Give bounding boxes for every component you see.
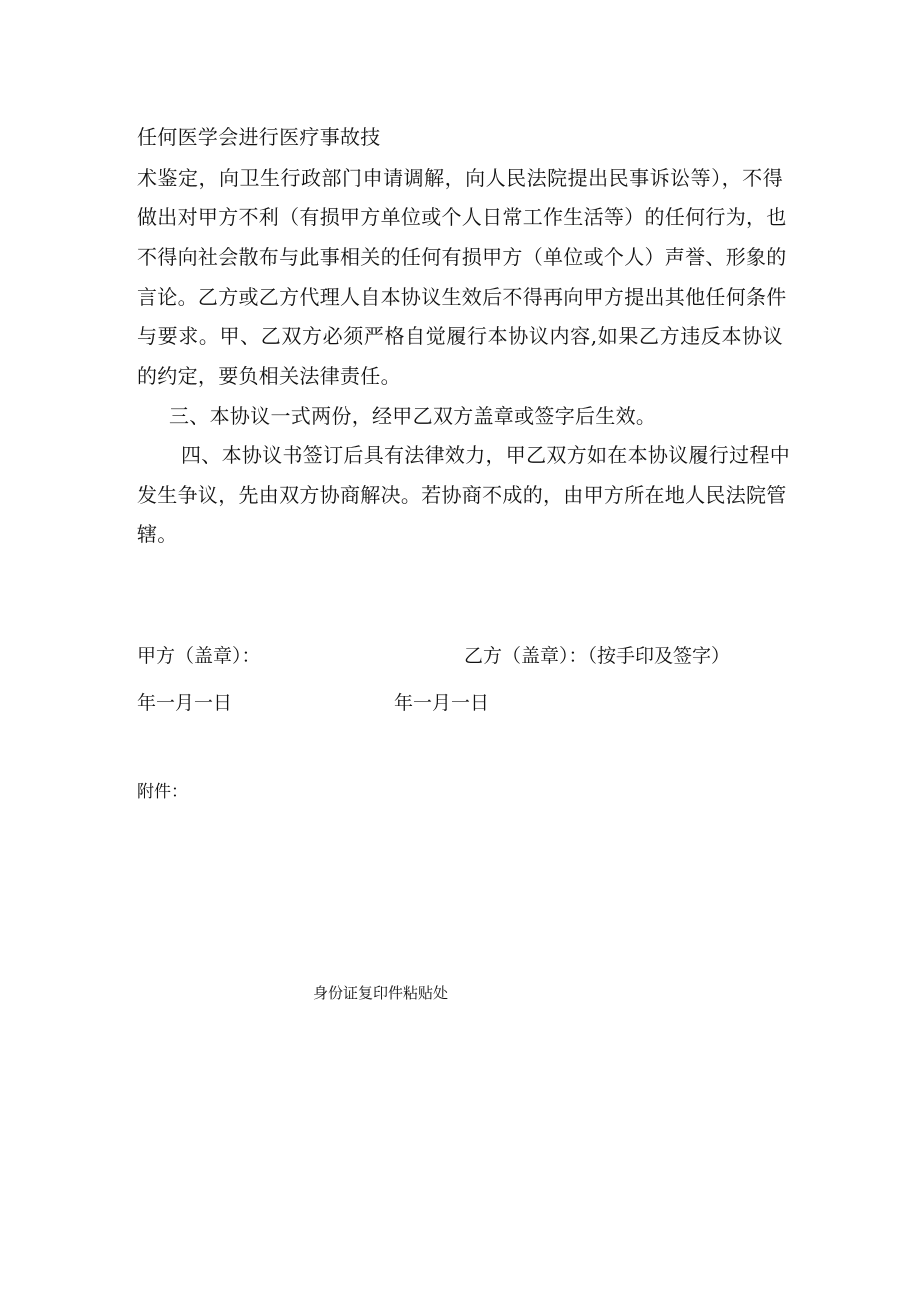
party-b-seal-label: 乙方（盖章）：（按手印及签字） xyxy=(464,645,731,667)
paragraph-line-4: 不得向社会散布与此事相关的任何有损甲方（单位或个人）声誉、形象的 xyxy=(137,245,787,269)
clause-three: 三、本协议一式两份，经甲乙双方盖章或签字后生效。 xyxy=(169,404,657,428)
paragraph-line-3: 做出对甲方不利（有损甲方单位或个人日常工作生活等）的任何行为，也 xyxy=(137,205,787,229)
attachment-label: 附件： xyxy=(137,782,188,802)
id-copy-placeholder: 身份证复印件粘贴处 xyxy=(313,984,449,1002)
party-a-date: 年一月一日 xyxy=(137,692,233,714)
party-a-seal-label: 甲方（盖章）： xyxy=(137,645,261,667)
paragraph-line-2: 术鉴定，向卫生行政部门申请调解，向人民法院提出民事诉讼等），不得 xyxy=(137,166,783,190)
party-b-date: 年一月一日 xyxy=(394,692,490,714)
paragraph-line-6: 与要求。甲、乙双方必须严格自觉履行本协议内容,如果乙方违反本协议 xyxy=(137,324,783,348)
clause-four-line-1: 四、本协议书签订后具有法律效力，甲乙双方如在本协议履行过程中 xyxy=(181,443,790,467)
paragraph-line-7: 的约定，要负相关法律责任。 xyxy=(137,364,401,388)
clause-four-line-3: 辖。 xyxy=(137,522,178,546)
paragraph-line-1: 任何医学会进行医疗事故技 xyxy=(137,125,381,149)
paragraph-line-5: 言论。乙方或乙方代理人自本协议生效后不得再向甲方提出其他任何条件 xyxy=(137,285,787,309)
clause-four-line-2: 发生争议，先由双方协商解决。若协商不成的，由甲方所在地人民法院管 xyxy=(137,483,787,507)
